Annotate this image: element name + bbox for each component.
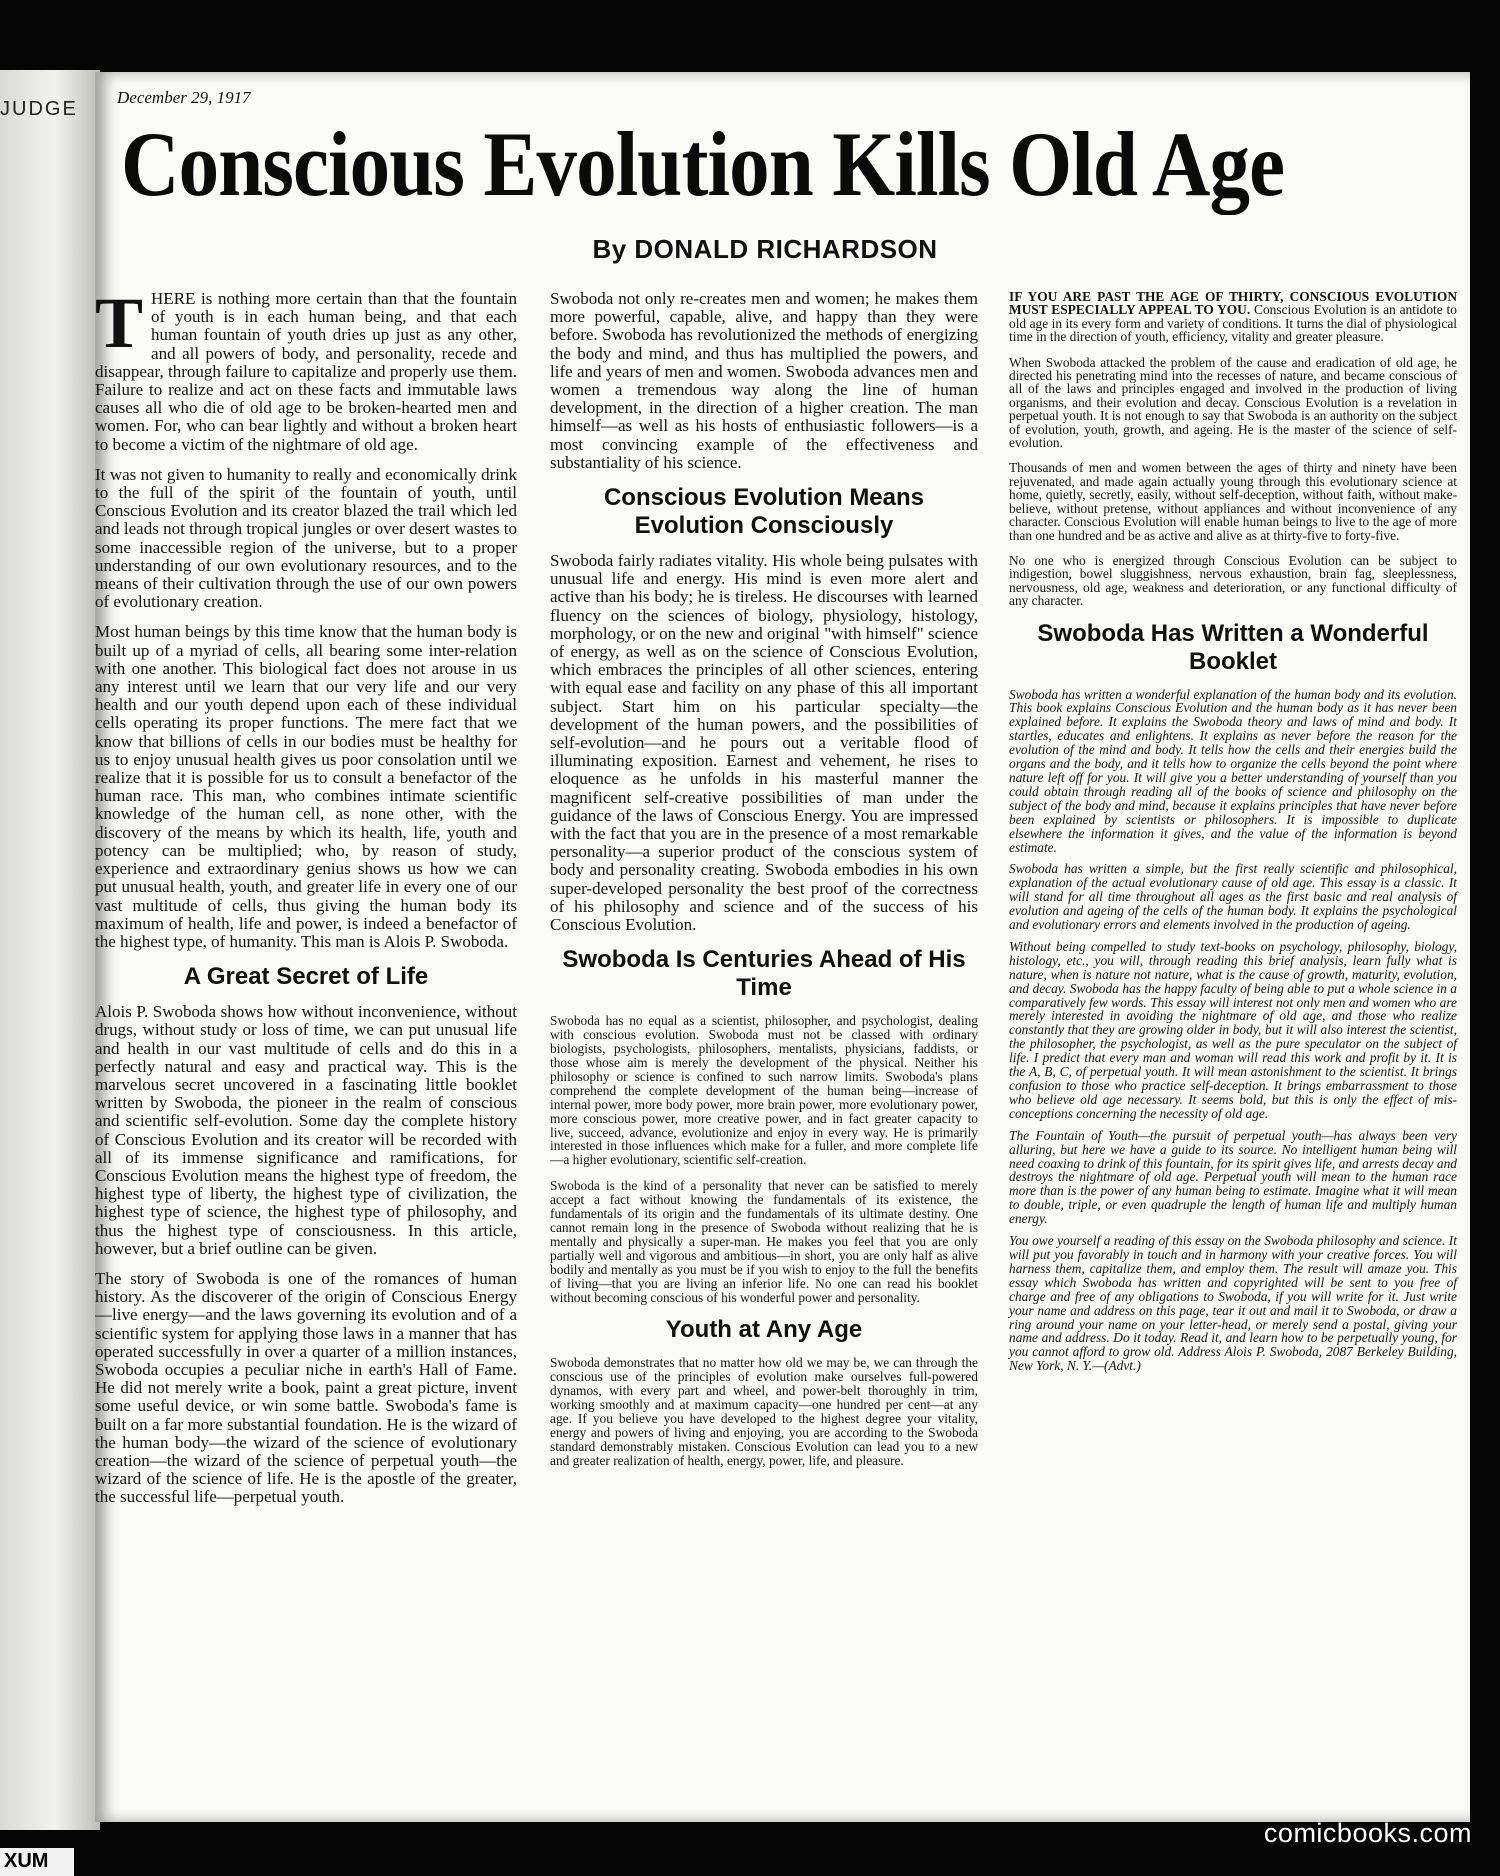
article-column-2 — [550, 290, 978, 1480]
paragraph: Without being compelled to study text-books on psychology, philosophy, biology, histology, etc., you will, through reading this brief analysis, learn fully what is nature, when is nature not nature, what is the cause of growth, maturity, evolution, and decay. Swoboda has the happy faculty of being able to put a whole science in a comparatively few words. This essay will interest not only men and women who are merely interested in avoiding the nightmare of old age, and those who realize constantly that they are growing older in body, but it will also interest the scientist, the philosopher, the psychologist, as well as the pure speculator on the subject of life. I predict that every man and woman will read this work and profit by it. It is the A, B, C, of perpetual youth. It will mean astonishment to the scientist. It brings confusion to those who practice self-deception. It brings embarrassment to those who believe old age necessary. It seems bold, but this is only the effect of mis-conceptions concerning the necessity of old age. — [1009, 938, 1457, 1121]
section-heading: Conscious Evolution Means Evolution Consciously — [603, 484, 925, 540]
caps-lead: IF YOU ARE PAST THE AGE OF THIRTY, CONSCIOUS EVOLUTION MUST ESPECIALLY APPEAL TO YOU. — [1009, 289, 1457, 318]
article-headline: Conscious Evolution Kills Old Age — [121, 113, 1285, 215]
paragraph: Most human beings by this time know that the human body is built up of a myriad of cells, all bearing some inter-relation with one another. This biological fact does not arouse in us any interest until we learn that our very life and our very health and our youth depend upon each of these individual cells operating its proper functions. The mere fact that we know that billions of cells in our bodies must be healthy for us to enjoy unusual health gives us poor consolation until we realize that it is possible for us to consult a benefactor of the human race. This man, who combines intimate scientific knowledge of the human cell, as none other, with the discovery of the means by which its health, life, youth and potency can be multiplied; who, by reason of study, experience and extraordinary genius shows us how we can put unusual health, youth, and greater life in every one of our vast multitude of cells, thus giving the human body its maximum of health, life and power, is indeed a benefactor of the highest type, of humanity. This man is Alois P. Swoboda. — [95, 622, 517, 951]
paragraph: It was not given to humanity to really and economically drink to the full of the spirit of the fountain of youth, until Conscious Evolution and its creator blazed the trail which led and leads not through tropical jungles or over desert wastes to some inaccessible region of the universe, but to a proper understanding of our own evolutionary resources, and to the means of their cultivation through the use of our own powers of evolutionary creation. — [95, 464, 517, 612]
paragraph: Swoboda has written a simple, but the first really scientific and philosophical, explanation of the actual evolutionary cause of old age. This essay is a classic. It will stand for all time throughout all ages as the first basic and real analysis of evolution and ageing of the cells of the human body. It explains the psychological and evolutionary errors and elements involved in the production of ageing. — [1009, 861, 1457, 933]
paragraph: Alois P. Swoboda shows how without inconvenience, without drugs, without study or loss of time, we can put unusual life and health in our vast multitude of cells and do this in a perfectly natural and easy and practical way. This is the marvelous secret uncovered in a fascinating little booklet written by Swoboda, the pioneer in the realm of conscious and scientific self-evolution. Some day the complete history of Conscious Evolution and its creator will be recorded with all of its immense significance and ramifications, for Conscious Evolution means the highest type of freedom, the highest type of liberty, the highest type of civilization, the highest type of science, the highest type of philosophy, and thus the highest type of consciousness. In this article, however, but a brief outline can be given. — [95, 1002, 517, 1258]
magazine-page — [95, 72, 1470, 1822]
paragraph: When Swoboda attacked the problem of the cause and eradication of old age, he directed his penetrating mind into the recesses of nature, and became conscious of all of the laws and principles engaged and involved in the production of living organisms, and their evolution and decay. Conscious Evolution is a revelation in perpetual youth. It is not enough to say that Swoboda is an authority on the subject of evolution, youth, growth, and ageing. He is the master of the science of self-evolution. — [1009, 354, 1457, 451]
paragraph: You owe yourself a reading of this essay on the Swoboda philosophy and science. It will put you favorably in touch and in harmony with your creative forces. You will harness them, capitalize them, and employ them. The result will amaze you. This essay which Swoboda has written and copyrighted will be sent to you free of charge and free of any obligations to Swoboda, if you will write for it. Just write your name and address on this page, tear it out and mail it to Swoboda, or draw a ring around your name on your letter-head, or merely send a postal, giving your name and address. Do it today. Read it, and learn how to be perpetually young, for you cannot afford to grow old. Address Alois P. Swoboda, 2087 Berkeley Building, New York, N. Y.—(Advt.) — [1009, 1233, 1457, 1374]
article-byline: By DONALD RICHARDSON — [592, 234, 938, 264]
paragraph: Swoboda not only re-creates men and women; he makes them more powerful, capable, alive, and happy than they were before. Swoboda has revolutionized the methods of energizing the body and mind, and thus has multiplied the powers, and life and years of men and women. Swoboda advances men and women a tremendous way along the line of human development, in the direction of a higher creation. The man himself—as well as his hosts of enthusiastic followers—is a most convincing example of the effectiveness and substantiality of his science. — [550, 289, 978, 472]
article-column-1 — [95, 283, 517, 1519]
section-heading: A Great Secret of Life — [183, 963, 429, 991]
drop-cap: T — [95, 283, 144, 363]
issue-date: December 29, 1917 — [117, 88, 251, 107]
section-heading: Swoboda Has Written a Wonderful Booklet — [1037, 619, 1429, 675]
paragraph: Swoboda is the kind of a personality that never can be satisfied to merely accept a fact without knowing the fundamentals of its existence, the fundamentals of its origin and the fundamentals of its ultimate destiny. One cannot remain long in the presence of Swoboda without realizing that he is mentally and physically a super-man. He makes you feel that you are only partially well and vigorous and ambitious—in short, you are only half as alive bodily and mentally as you must be if you wish to enjoy to the full the benefits of living—that you are living an inferior life. No one can read his booklet without becoming conscious of his wonderful power and personality. — [550, 1178, 978, 1305]
paragraph: THERE is nothing more certain than that the fountain of youth is in each human being, and that each human fountain of youth dries up just as any other, and all powers of body, and personality, recede and disappear, through failure to capitalize and properly use them. Failure to realize and act on these facts and immutable laws causes all who die of old age to be broken-hearted men and women. For, who can bear lightly and without a broken heart to become a victim of the nightmare of old age. — [95, 283, 517, 454]
paragraph: No one who is energized through Conscious Evolution can be subject to indigestion, bowel sluggishness, nervous exhaustion, brain fag, sleeplessness, nervousness, old age, weakness and deterioration, or any functional difficulty of any character. — [1009, 552, 1457, 609]
paragraph: Swoboda has no equal as a scientist, philosopher, and psychologist, dealing with conscious evolution. Swoboda must not be classed with ordinary biologists, psychologists, philosophers, mentalists, physicians, faddists, or those whose aim is merely the development of the physical. Neither his philosophy or science is confined to such narrow limits. Swoboda's plans comprehend the complete development of the human being—increase of internal power, more body power, more brain power, more evolutionary power, more conscious power, more creative power, and in fact greater capacity to live, succeed, advance, evolutionize and enjoy in every way. He is primarily interested in those influences which make for a fuller, and more complete life—a higher evolutionary, scientific self-creation. — [550, 1013, 978, 1168]
spine-tab-label: JUDGE — [0, 98, 78, 120]
section-heading: Youth at Any Age — [665, 1316, 863, 1344]
site-watermark: comicbooks.com — [1263, 1818, 1472, 1848]
corner-label: XUM — [0, 1848, 74, 1876]
paragraph: The Fountain of Youth—the pursuit of perpetual youth—has always been very alluring, but here we have a guide to its source. No intelligent human being will need coaxing to drink of this fountain, for its spirit gives life, and arrests decay and destroys the nightmare of old age. Perpetual youth will mean to the human race more than is the power of any human being to estimate. Imagine what it will mean to double, triple, or even quadruple the length of human life and multiply human energy. — [1009, 1127, 1457, 1227]
paragraph: Swoboda demonstrates that no matter how old we may be, we can through the conscious use of the principles of evolution make ourselves full-powered dynamos, with every part and wheel, and power-belt thoroughly in trim, working smoothly and at maximum capacity—one hundred per cent—at any age. If you believe you have developed to the highest degree your vitality, energy and powers of living and enjoying, you are according to the Swoboda standard demonstrably mistaken. Conscious Evolution can lead you to a new and greater realization of health, energy, power, life, and pleasure. — [550, 1355, 978, 1468]
paragraph: Thousands of men and women between the ages of thirty and ninety have been rejuvenated, and made again actually young through this evolutionary science at home, quietly, secretly, easily, without self-deception, without faith, without make-believe, without pretense, without appliances and without inconvenience of any character. Conscious Evolution will enable human beings to live to the age of more than one hundred and be as active and alive as at thirty-five to forty-five. — [1009, 460, 1457, 543]
paragraph: Swoboda has written a wonderful explanation of the human body and its evolution. This book explains Conscious Evolution and the human body as it has never been explained before. It explains the Swoboda theory and laws of mind and body. It startles, educates and enlightens. It explains as never before the reason for the evolution of the mind and body. It tells how the cells and their energies build the organs and the body, and it tells how to organize the cells beyond the point where nature left off for you. It will give you a better understanding of yourself than you could obtain through reading all of the books of science and philosophy on the subject of the body and mind, because it explains principles that have never before been explained by scientists or philosophers. It is impossible to duplicate elsewhere the information it gives, and the value of the information is beyond estimate. — [1009, 686, 1457, 855]
paragraph: IF YOU ARE PAST THE AGE OF THIRTY, CONSCIOUS EVOLUTION MUST ESPECIALLY APPEAL TO YOU. Conscious Evolution is an antidote to old age in its every form and variety of conditions. It turns the dial of physiological time in the direction of youth, efficiency, vitality and greater pleasure. — [1009, 289, 1457, 345]
article-column-3 — [1009, 290, 1457, 1381]
magazine-spine — [0, 70, 100, 1830]
paragraph: The story of Swoboda is one of the romances of human history. As the discoverer of the origin of Conscious Energy—live energy—and the laws governing its evolution and of a scientific system for applying those laws in a manner that has operated successfully in over a quarter of a million instances, Swoboda occupies a peculiar niche in earth's Hall of Fame. He did not merely write a book, paint a great picture, invent some useful device, or win some battle. Swoboda's fame is built on a far more substantial foundation. He is the wizard of the human body—the wizard of the science of evolutionary creation—the wizard of the science of perpetual youth—the wizard of the science of life. He is the apostle of the greater, the successful life—perpetual youth. — [95, 1268, 517, 1507]
section-heading: Swoboda Is Centuries Ahead of His Time — [562, 946, 966, 1002]
paragraph: Swoboda fairly radiates vitality. His whole being pulsates with unusual life and energy. His mind is even more alert and active than his body; he is tireless. He discourses with learned fluency on the sciences of biology, physiology, histology, morphology, or on the new and original "with himself" science of energy, as well as on the science of Conscious Evolution, which embraces the principles of all other sciences, entering with equal ease and facility on any phase of this all important subject. Start him on his particular specialty—the development of the human powers, and the possibilities of self-evolution—and he pours out a veritable flood of illuminating exposition. Earnest and vehement, he rises to eloquence as he unfolds in his masterful manner the magnificent self-creative possibilities of man under the guidance of the laws of Conscious Energy. You are impressed with the fact that you are in the presence of a most remarkable personality—a superior product of the conscious system of body and personality creating. Swoboda embodies in his own super-developed personality the best proof of the correctness of his philosophy and science and of the success of his Conscious Evolution. — [550, 551, 978, 935]
